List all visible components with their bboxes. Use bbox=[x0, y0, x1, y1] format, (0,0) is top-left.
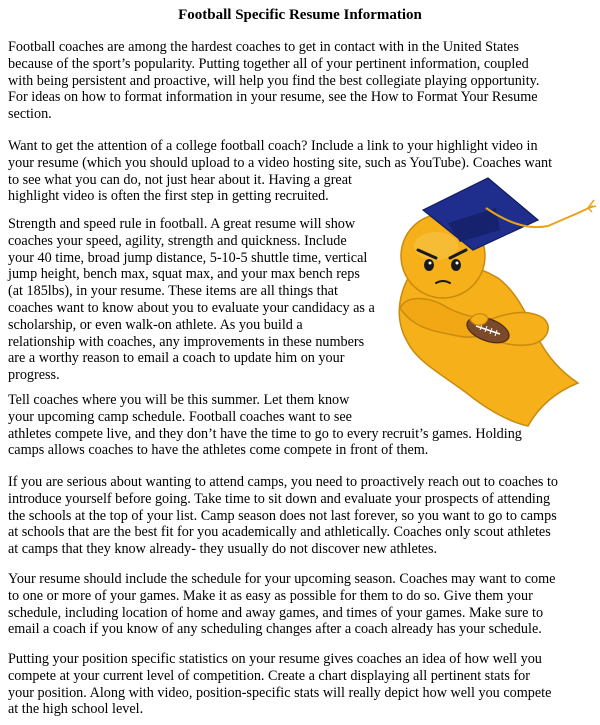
text-line: your upcoming camp schedule. Football coaches want to see bbox=[8, 408, 352, 425]
strength-speed-paragraph bbox=[8, 216, 375, 384]
text-line: (at 185lbs), in your resume. These items are all things that bbox=[8, 283, 338, 300]
text-line: to one or more of your games. Make it as easy as possible for them to do so. Give them your bbox=[8, 587, 533, 604]
text-line: the schools at the top of your list. Camp season does not last forever, so you want to go to camps bbox=[8, 507, 557, 524]
text-line: coaches want to know about you to evaluate your candidacy as a bbox=[8, 299, 375, 316]
mascot-eye bbox=[451, 259, 461, 271]
text-line: For ideas on how to format information in your resume, see the How to Format Your Resume bbox=[8, 89, 538, 106]
text-line: at the high school level. bbox=[8, 701, 144, 718]
text-line: Tell coaches where you will be this summer. Let them know bbox=[8, 392, 350, 408]
text-line: your resume (which you should upload to a video hosting site, such as YouTube). Coaches want bbox=[8, 154, 553, 171]
text-line: your position. Along with video, position-specific stats will really depict how well you compete bbox=[8, 684, 552, 701]
text-line: compete at your current level of competition. Create a chart displaying all pertinent stats for bbox=[8, 667, 530, 684]
position-stats-paragraph bbox=[8, 651, 551, 718]
text-line: are a worthy reason to email a coach to update him on your bbox=[8, 350, 345, 367]
text-line: progress. bbox=[8, 367, 60, 384]
text-line: If you are serious about wanting to attend camps, you need to proactively reach out to coaches to bbox=[8, 474, 558, 490]
page-title: Football Specific Resume Information bbox=[178, 7, 422, 23]
text-line: Strength and speed rule in football. A great resume will show bbox=[8, 216, 356, 232]
text-line: because of the sport’s popularity. Putting together all of your pertinent information, coupled bbox=[8, 55, 529, 72]
text-line: Want to get the attention of a college football coach? Include a link to your highlight video in bbox=[8, 138, 538, 154]
intro-paragraph bbox=[8, 39, 539, 123]
text-line: Football coaches are among the hardest coaches to get in contact with in the United States bbox=[8, 39, 519, 55]
attend-camps-paragraph bbox=[8, 474, 558, 558]
season-schedule-paragraph bbox=[8, 571, 555, 638]
text-line: with being persistent and proactive, will help you find the best collegiate playing opportunity. bbox=[8, 72, 540, 89]
text-line: Your resume should include the schedule for your upcoming season. Coaches may want to come bbox=[8, 571, 556, 587]
text-line: schedule, including location of home and away games, and times of your games. Make sure to bbox=[8, 604, 544, 621]
mascot-eye bbox=[424, 259, 434, 271]
text-line: at camps that they know already- they usually do not discover new athletes. bbox=[8, 541, 438, 558]
text-line: highlight video is often the first step in getting recruited. bbox=[8, 188, 329, 205]
text-line: Putting your position specific statistics on your resume gives coaches an idea of how well you bbox=[8, 651, 542, 667]
text-line: section. bbox=[8, 106, 52, 123]
text-line: scholarship, or even walk-on athlete. As you build a bbox=[8, 316, 303, 333]
text-line: camps allows coaches to have the athletes come compete in front of them. bbox=[8, 442, 429, 459]
text-line: jump height, bench max, squat max, and your max bench reps bbox=[8, 266, 360, 283]
text-line: your 40 time, broad jump distance, 5-10-5 shuttle time, vertical bbox=[8, 249, 368, 266]
text-line: email a coach if you know of any scheduling changes after a coach already has your schedule. bbox=[8, 621, 542, 638]
text-line: introduce yourself before going. Take time to sit down and evaluate your prospects of attending bbox=[8, 490, 551, 507]
graduation-cap-football-mascot-icon bbox=[378, 168, 600, 428]
text-line: at schools that are the best fit for you academically and athletically. Coaches only scout athletes bbox=[8, 524, 551, 541]
text-line: to see what you can do, not just hear about it. Having a great bbox=[8, 171, 352, 188]
text-line: coaches your speed, agility, strength and quickness. Include bbox=[8, 232, 347, 249]
text-line: relationship with coaches, any improvements in these numbers bbox=[8, 333, 365, 350]
text-line: athletes compete live, and they don’t have the time to go to every recruit’s games. Holding bbox=[8, 425, 522, 442]
